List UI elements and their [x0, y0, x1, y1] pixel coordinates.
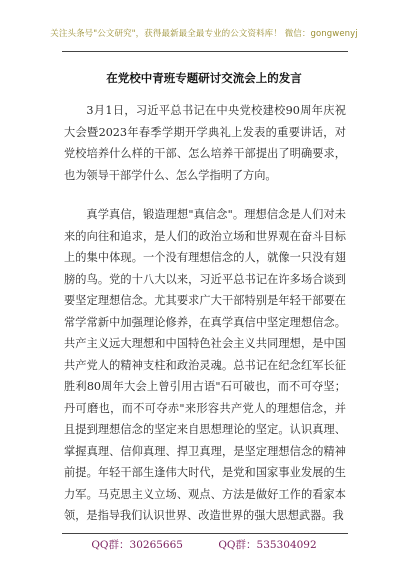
header-divider [62, 51, 348, 52]
document-title: 在党校中青班专题研讨交流会上的发言 [106, 71, 302, 85]
qq-group-1: QQ群：30265665 [91, 539, 183, 551]
paragraph: 3月1日，习近平总书记在中央党校建校90周年庆祝大会暨2023年春季学期开学典礼上发表的重要讲话，对党校培养什么样的干部、怎么培养干部提出了明确要求，也为领导干部学什么、怎么学指明了方向。 [64, 104, 346, 182]
footer-divider [62, 533, 348, 534]
qq-group-2: QQ群：535304092 [218, 539, 317, 551]
header-banner: 关注头条号"公文研究"，获得最新最全最专业的公文资料库！ 微信：gongwenyj [50, 29, 358, 39]
footer-contact [0, 537, 408, 552]
paragraph: 真学真信，锻造理想"真信念"。理想信念是人们对未来的向往和追求，是人们的政治立场和世界观在奋斗目标上的集中体现。一个没有理想信念的人，就像一只没有翅膀的鸟。党的十八大以来，习近平总书记在许多场合谈到要坚定理想信念。尤其要求广大干部特别是年轻干部要在常学常新中加强理论修养，在真学真信中坚定理想信念。共产主义远大理想和中国特色社会主义共同理想，是中国共产党人的精神支柱和政治灵魂。总书记在纪念红军长征胜利80周年大会上曾引用古语"石可破也，而不可夺坚；丹可磨也，而不可夺赤"来形容共产党人的理想信念，并且提到理想信念的坚定来自思想理论的坚定。认识真理、掌握真理、信仰真理、捍卫真理，是坚定理想信念的精神前提。年轻干部生逢伟大时代，是党和国家事业发展的生力军。马克思主义立场、观点、方法是做好工作的看家本领，是指导我们认识世界、改造世界的强大思想武器。我 [64, 208, 346, 522]
document-body [64, 100, 346, 527]
